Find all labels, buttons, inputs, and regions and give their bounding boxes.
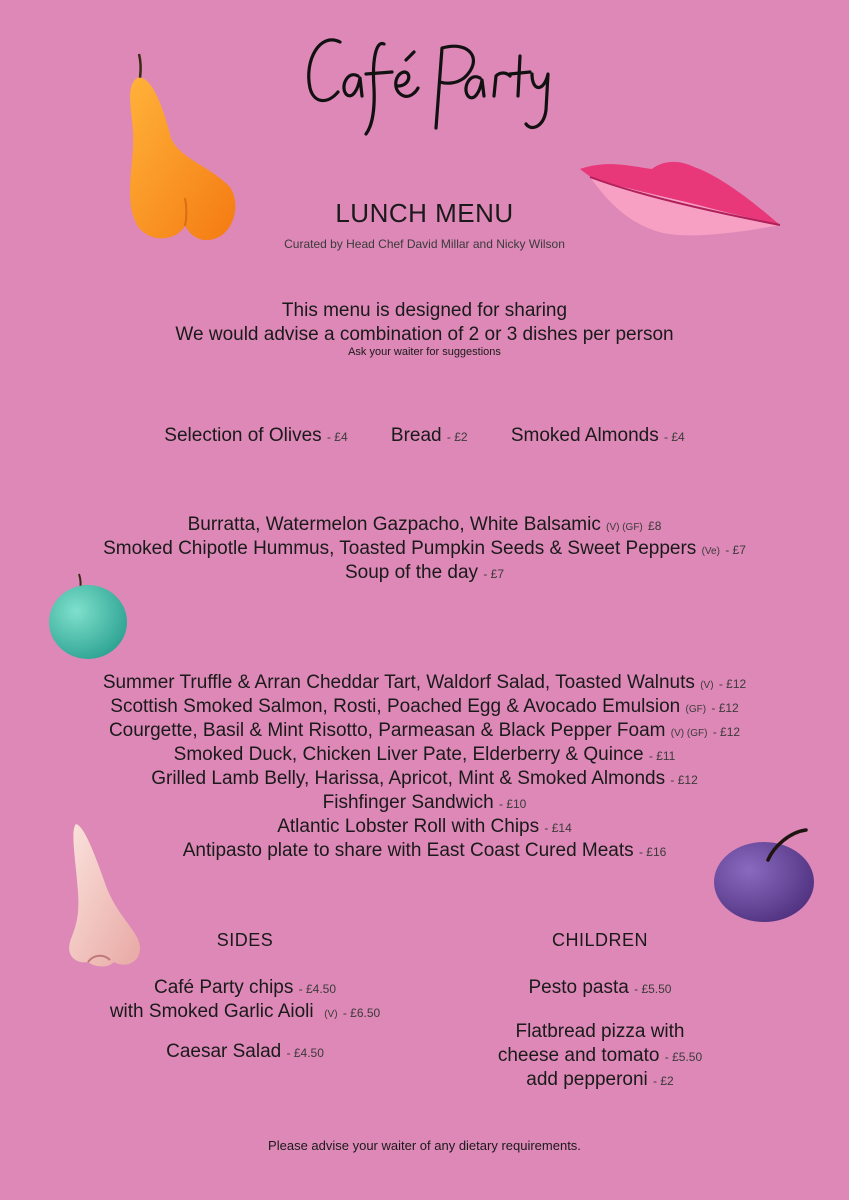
item-name: Smoked Duck, Chicken Liver Pate, Elderberry & Quince bbox=[173, 744, 644, 765]
item-price: - £12 bbox=[711, 701, 739, 715]
menu-item bbox=[0, 562, 849, 584]
menu-item bbox=[460, 977, 740, 999]
item-price: - £2 bbox=[446, 430, 468, 444]
item-price: - £10 bbox=[499, 797, 527, 811]
item-tags: (Ve) bbox=[701, 546, 720, 557]
menu-item bbox=[0, 744, 849, 766]
menu-item bbox=[0, 792, 849, 814]
item-price: - £4 bbox=[326, 430, 348, 444]
item-price: - £2 bbox=[653, 1074, 674, 1088]
menu-item bbox=[0, 696, 849, 718]
item-name: Smoked Chipotle Hummus, Toasted Pumpkin Seeds & Sweet Peppers bbox=[103, 538, 697, 559]
sides-heading: SIDES bbox=[216, 930, 274, 950]
menu-item bbox=[0, 768, 849, 790]
menu-item bbox=[164, 425, 347, 446]
menu-item bbox=[0, 720, 849, 742]
item-name: Grilled Lamb Belly, Harissa, Apricot, Mint & Smoked Almonds bbox=[151, 768, 666, 789]
item-tags: (V) (GF) bbox=[606, 522, 643, 533]
snacks-row bbox=[0, 425, 849, 447]
menu-item bbox=[0, 840, 849, 862]
item-tags: (V) bbox=[700, 680, 714, 691]
item-name: Bread bbox=[390, 425, 442, 446]
intro-line-3: Ask your waiter for suggestions bbox=[348, 346, 501, 358]
sides-section bbox=[90, 930, 400, 1063]
item-price: - £11 bbox=[648, 749, 676, 763]
item-price: - £4.50 bbox=[286, 1046, 324, 1060]
menu-item bbox=[90, 1041, 400, 1063]
item-name: Smoked Almonds bbox=[510, 425, 659, 446]
item-price: - £12 bbox=[670, 773, 698, 787]
item-name: Pesto pasta bbox=[528, 977, 629, 998]
item-name: Café Party chips bbox=[153, 977, 294, 998]
menu-item bbox=[460, 1069, 740, 1091]
item-name: Burratta, Watermelon Gazpacho, White Balsamic bbox=[187, 514, 601, 535]
item-price: - £16 bbox=[638, 845, 667, 859]
apple-illustration bbox=[48, 572, 130, 662]
menu-item bbox=[460, 1045, 740, 1067]
dietary-note: Please advise your waiter of any dietary requirements. bbox=[268, 1138, 581, 1153]
item-tags: (V) (GF) bbox=[670, 728, 708, 739]
item-price: - £5.50 bbox=[664, 1050, 703, 1064]
menu-item bbox=[90, 1001, 400, 1023]
item-name: Summer Truffle & Arran Cheddar Tart, Waldorf Salad, Toasted Walnuts bbox=[102, 672, 695, 693]
menu-item bbox=[0, 816, 849, 838]
intro-line-2: We would advise a combination of 2 or 3 dishes per person bbox=[175, 324, 674, 345]
item-price: - £7 bbox=[483, 567, 505, 581]
page-title: LUNCH MENU bbox=[335, 198, 514, 228]
item-price: £8 bbox=[648, 519, 662, 533]
item-name: add pepperoni bbox=[526, 1069, 648, 1090]
menu-item bbox=[0, 538, 849, 560]
item-name: Scottish Smoked Salmon, Rosti, Poached Egg & Avocado Emulsion bbox=[110, 696, 681, 717]
item-price: - £5.50 bbox=[634, 982, 672, 996]
item-price: - £14 bbox=[544, 821, 572, 835]
item-name: Fishfinger Sandwich bbox=[322, 792, 494, 813]
children-section bbox=[460, 930, 740, 1091]
children-heading: CHILDREN bbox=[551, 930, 648, 950]
item-name: Caesar Salad bbox=[166, 1041, 282, 1062]
intro-line-1: This menu is designed for sharing bbox=[281, 300, 568, 321]
menu-item bbox=[391, 425, 468, 446]
item-price: - £12 bbox=[718, 677, 747, 691]
menu-item bbox=[0, 672, 849, 694]
item-price: - £4.50 bbox=[298, 982, 337, 996]
item-name: cheese and tomato bbox=[497, 1045, 660, 1066]
item-tags: (GF) bbox=[685, 704, 707, 715]
item-name: Atlantic Lobster Roll with Chips bbox=[277, 816, 540, 837]
item-tags: (V) bbox=[324, 1009, 338, 1020]
item-name: Selection of Olives bbox=[164, 425, 322, 446]
cafe-party-logo bbox=[300, 30, 560, 140]
menu-item-line: Flatbread pizza with bbox=[515, 1021, 685, 1042]
item-price: - £4 bbox=[664, 430, 685, 444]
item-name: Antipasto plate to share with East Coast Cured Meats bbox=[182, 840, 634, 861]
menu-item bbox=[0, 514, 849, 536]
menu-item bbox=[90, 977, 400, 999]
item-price: - £6.50 bbox=[342, 1006, 381, 1020]
menu-item bbox=[511, 425, 685, 446]
item-price: - £7 bbox=[725, 543, 746, 557]
item-name: with Smoked Garlic Aioli bbox=[109, 1001, 314, 1022]
page-subtitle: Curated by Head Chef David Millar and Nicky Wilson bbox=[284, 237, 565, 251]
item-name: Soup of the day bbox=[344, 562, 479, 583]
item-name: Courgette, Basil & Mint Risotto, Parmeasan & Black Pepper Foam bbox=[108, 720, 666, 741]
item-price: - £12 bbox=[712, 725, 741, 739]
